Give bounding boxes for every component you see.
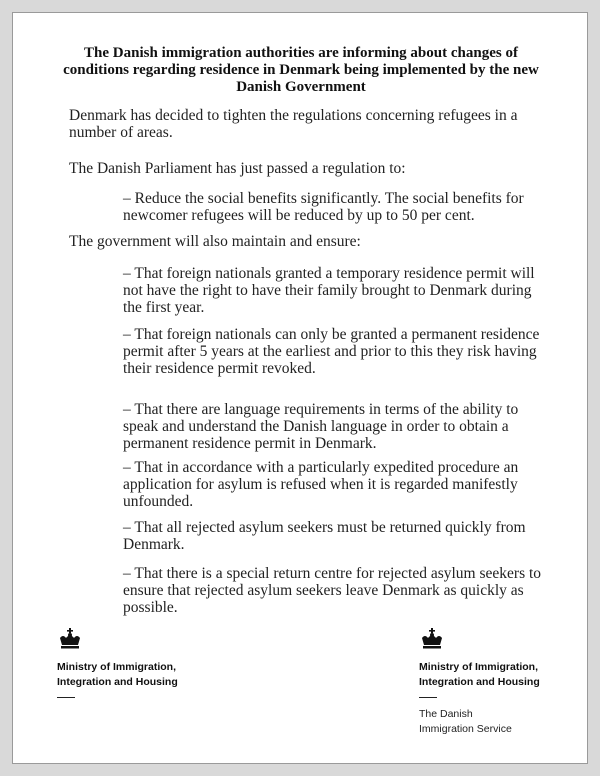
ministry-name-line2: Integration and Housing [419, 676, 540, 688]
ministry-name-line1: Ministry of Immigration, [57, 661, 177, 673]
crown-icon [419, 628, 445, 652]
footer-right [419, 628, 540, 737]
government-item: – That there is a special return centre for rejected asylum seekers to ensure that rejected asylum seekers leave Denmark as quickly as possible. [123, 565, 542, 616]
footer-divider [419, 697, 437, 698]
government-item: – That all rejected asylum seekers must be returned quickly from Denmark. [123, 519, 526, 553]
government-item: – That foreign nationals can only be granted a permanent residence permit after 5 years at the earliest and prior to this they risk having their residence permit revoked. [123, 326, 540, 377]
government-item: – That there are language requirements in terms of the ability to speak and understand the Danish language in order to obtain a permanent residence permit in Denmark. [123, 401, 519, 452]
notice-title: The Danish immigration authorities are informing about changes of conditions regarding residence in Denmark being implemented by the new Danish Government [63, 45, 539, 95]
government-item: – That in accordance with a particularly expedited procedure an application for asylum is refused when it is regarded manifestly unfounded. [123, 459, 519, 510]
intro-paragraph: Denmark has decided to tighten the regulations concerning refugees in a number of areas. [69, 107, 518, 141]
notice-page [12, 12, 588, 764]
government-paragraph: The government will also maintain and ensure: [69, 233, 361, 250]
parliament-item: – Reduce the social benefits significantly. The social benefits for newcomer refugees will be reduced by up to 50 per cent. [123, 190, 524, 224]
crown-icon [57, 628, 83, 652]
ministry-name-line2: Integration and Housing [57, 676, 178, 688]
footer-left [57, 628, 178, 707]
service-name-line2: Immigration Service [419, 723, 512, 735]
parliament-paragraph: The Danish Parliament has just passed a regulation to: [69, 160, 406, 177]
service-name-line1: The Danish [419, 708, 473, 720]
ministry-name-line1: Ministry of Immigration, [419, 661, 539, 673]
government-item: – That foreign nationals granted a temporary residence permit will not have the right to have their family brought to Denmark during the first year. [123, 265, 535, 316]
footer-divider [57, 697, 75, 698]
